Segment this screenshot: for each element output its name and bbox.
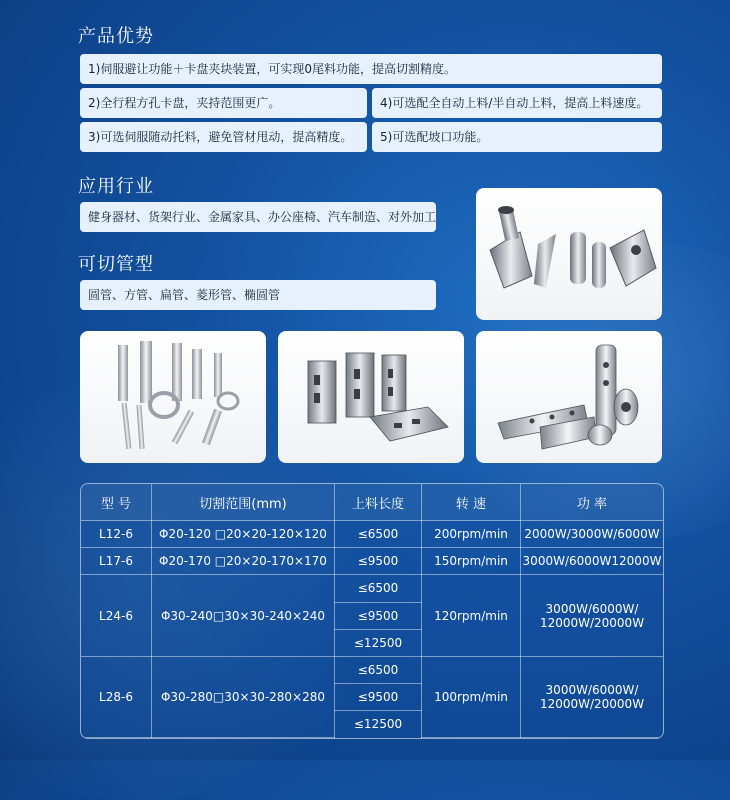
advantage-item: 1)伺服避让功能＋卡盘夹块装置，可实现0尾料功能，提高切割精度。 <box>80 54 662 84</box>
table-header-row <box>81 484 663 521</box>
power-cell: 2000W/3000W/6000W <box>521 521 664 548</box>
cut-tube-parts-photo <box>476 188 662 320</box>
speed-cell: 100rpm/min <box>422 656 521 737</box>
model-cell: L17-6 <box>81 548 152 575</box>
model-cell: L28-6 <box>81 656 152 737</box>
advantage-item: 2)全行程方孔卡盘，夹持范围更广。 <box>80 88 367 118</box>
power-line: 3000W/6000W/ <box>545 601 639 616</box>
speed-cell: 200rpm/min <box>422 521 521 548</box>
header-model: 型 号 <box>81 484 152 521</box>
power-cell <box>521 575 664 657</box>
advantages-title: 产品优势 <box>78 26 154 47</box>
length-cell: ≤9500 <box>335 684 422 711</box>
model-cell: L12-6 <box>81 521 152 548</box>
power-line: 3000W/6000W/ <box>545 682 639 697</box>
speed-cell: 150rpm/min <box>422 548 521 575</box>
header-speed: 转 速 <box>422 484 521 521</box>
length-cell: ≤12500 <box>335 711 422 738</box>
spec-table-grid <box>81 484 663 738</box>
advantage-item: 4)可选配全自动上料/半自动上料，提高上料速度。 <box>372 88 662 118</box>
range-cell: Φ20-170 □20×20-170×170 <box>152 548 335 575</box>
length-cell: ≤6500 <box>335 575 422 602</box>
header-power: 功 率 <box>521 484 664 521</box>
spec-table <box>80 483 664 739</box>
length-cell: ≤12500 <box>335 629 422 656</box>
range-cell: Φ20-120 □20×20-120×120 <box>152 521 335 548</box>
range-cell: Φ30-280□30×30-280×280 <box>152 656 335 737</box>
perforated-tube-photo <box>476 331 662 463</box>
range-cell: Φ30-240□30×30-240×240 <box>152 575 335 657</box>
advantage-item: 3)可选伺服随动托料，避免管材甩动，提高精度。 <box>80 122 367 152</box>
table-row <box>81 575 663 602</box>
pipes-text: 圆管、方管、扁管、菱形管、椭圆管 <box>80 280 436 310</box>
industry-title: 应用行业 <box>78 176 154 197</box>
table-row <box>81 656 663 683</box>
power-line: 12000W/20000W <box>539 615 645 630</box>
power-cell: 3000W/6000W12000W <box>521 548 664 575</box>
table-row <box>81 548 663 575</box>
power-cell <box>521 656 664 737</box>
tube-samples-photo <box>80 331 266 463</box>
pipes-title: 可切管型 <box>78 254 154 275</box>
table-row <box>81 521 663 548</box>
header-cut-range: 切割范围(mm) <box>152 484 335 521</box>
length-cell: ≤9500 <box>335 548 422 575</box>
power-line: 12000W/20000W <box>539 696 645 711</box>
length-cell: ≤6500 <box>335 656 422 683</box>
advantage-item: 5)可选配坡口功能。 <box>372 122 662 152</box>
length-cell: ≤9500 <box>335 602 422 629</box>
header-load-length: 上料长度 <box>335 484 422 521</box>
speed-cell: 120rpm/min <box>422 575 521 657</box>
slotted-square-tube-photo <box>278 331 464 463</box>
industry-text: 健身器材、货架行业、金属家具、办公座椅、汽车制造、对外加工 <box>80 202 436 232</box>
model-cell: L24-6 <box>81 575 152 657</box>
length-cell: ≤6500 <box>335 521 422 548</box>
